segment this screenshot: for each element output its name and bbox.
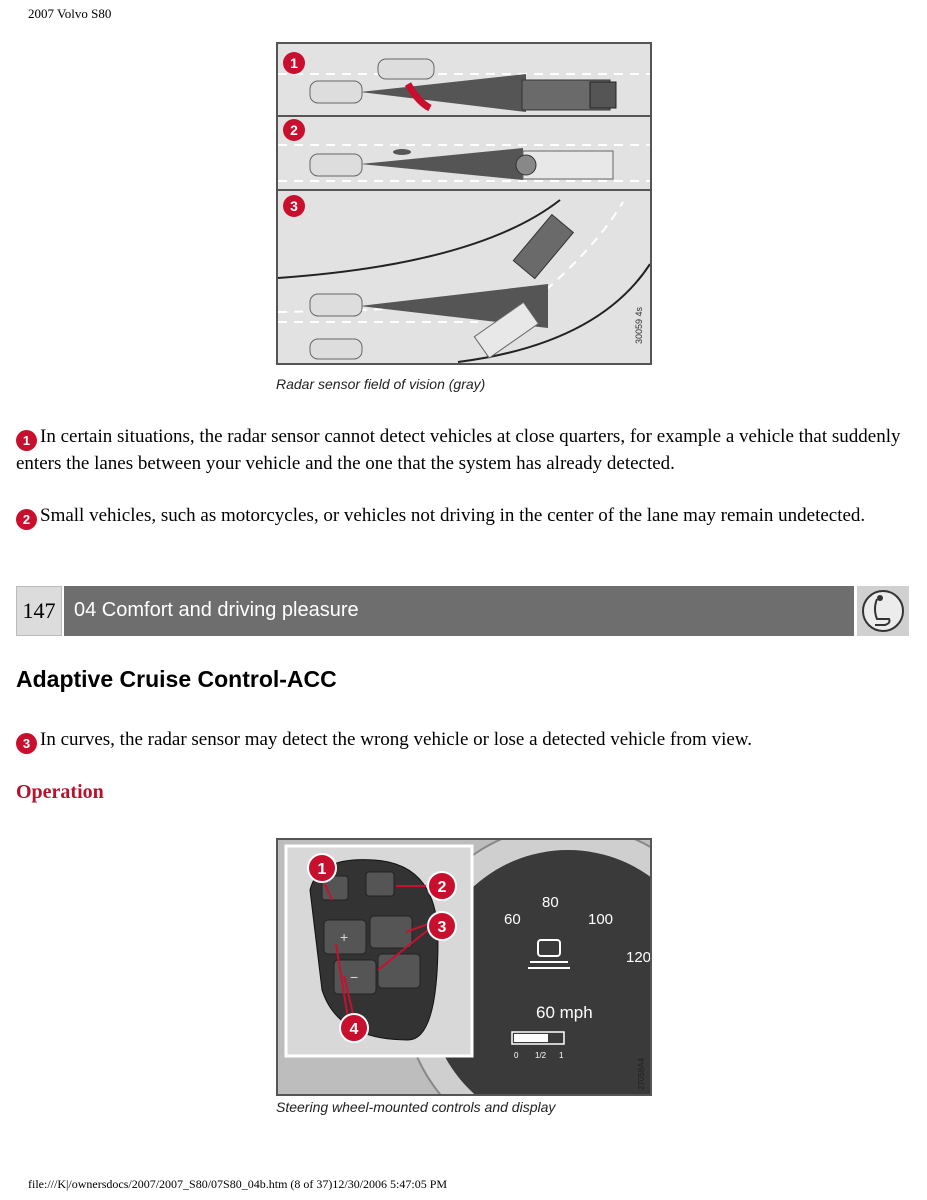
svg-text:1: 1	[559, 1051, 564, 1060]
svg-text:+: +	[340, 929, 349, 945]
svg-text:3: 3	[437, 919, 447, 936]
callout-3	[428, 912, 456, 940]
callout-4	[340, 1014, 368, 1042]
acc-controls-diagram	[278, 840, 650, 1094]
svg-text:1: 1	[317, 861, 327, 878]
page-number: 147	[16, 586, 62, 636]
paragraph-curves: 3 In curves, the radar sensor may detect the wrong vehicle or lose a detected vehicle from view.	[16, 727, 911, 754]
acc-controls-figure	[276, 838, 652, 1096]
svg-text:80: 80	[542, 894, 559, 911]
seat-icon	[857, 586, 909, 636]
badge-3: 3	[16, 733, 37, 754]
svg-text:0: 0	[514, 1051, 519, 1060]
figure1-caption: Radar sensor field of vision (gray)	[276, 376, 486, 392]
page-header: 2007 Volvo S80	[28, 6, 112, 21]
svg-text:1: 1	[290, 55, 298, 71]
section-title: 04 Comfort and driving pleasure	[64, 586, 854, 636]
figure2-code: 27058A4	[637, 1057, 646, 1090]
figure2-caption: Steering wheel-mounted controls and display	[276, 1099, 556, 1115]
svg-text:2: 2	[437, 879, 447, 896]
svg-text:3: 3	[290, 198, 298, 214]
svg-text:4: 4	[349, 1021, 359, 1038]
svg-text:100: 100	[588, 911, 614, 928]
badge-2: 2	[16, 509, 37, 530]
radar-diagram	[278, 44, 650, 363]
operation-heading: Operation	[16, 781, 104, 803]
callout-badge-3	[283, 195, 305, 217]
svg-text:1/2: 1/2	[535, 1051, 547, 1060]
callout-badge-1	[283, 52, 305, 74]
figure-code: 30059 4s	[634, 306, 644, 344]
svg-text:60: 60	[504, 911, 521, 928]
paragraph-small-vehicles: 2 Small vehicles, such as motorcycles, or vehicles not driving in the center of the lane may remain undetected.	[16, 503, 911, 530]
radar-field-figure	[276, 42, 652, 365]
badge-1: 1	[16, 430, 37, 451]
paragraph-close-quarters: 1 In certain situations, the radar sensor cannot detect vehicles at close quarters, for example a vehicle that suddenly enters the lanes between your vehicle and the one that the system has already detected.	[16, 426, 901, 474]
callout-1	[308, 854, 336, 882]
page-title: Adaptive Cruise Control-ACC	[16, 666, 337, 692]
svg-text:2: 2	[290, 122, 298, 138]
section-bar	[16, 586, 909, 636]
page-footer: file:///K|/ownersdocs/2007/2007_S80/07S80_04b.htm (8 of 37)12/30/2006 5:47:05 PM	[28, 1177, 448, 1191]
callout-2	[428, 872, 456, 900]
callout-badge-2	[283, 119, 305, 141]
svg-text:−: −	[350, 969, 359, 985]
speed-readout: 60 mph	[536, 1003, 593, 1022]
svg-text:120: 120	[626, 949, 650, 966]
